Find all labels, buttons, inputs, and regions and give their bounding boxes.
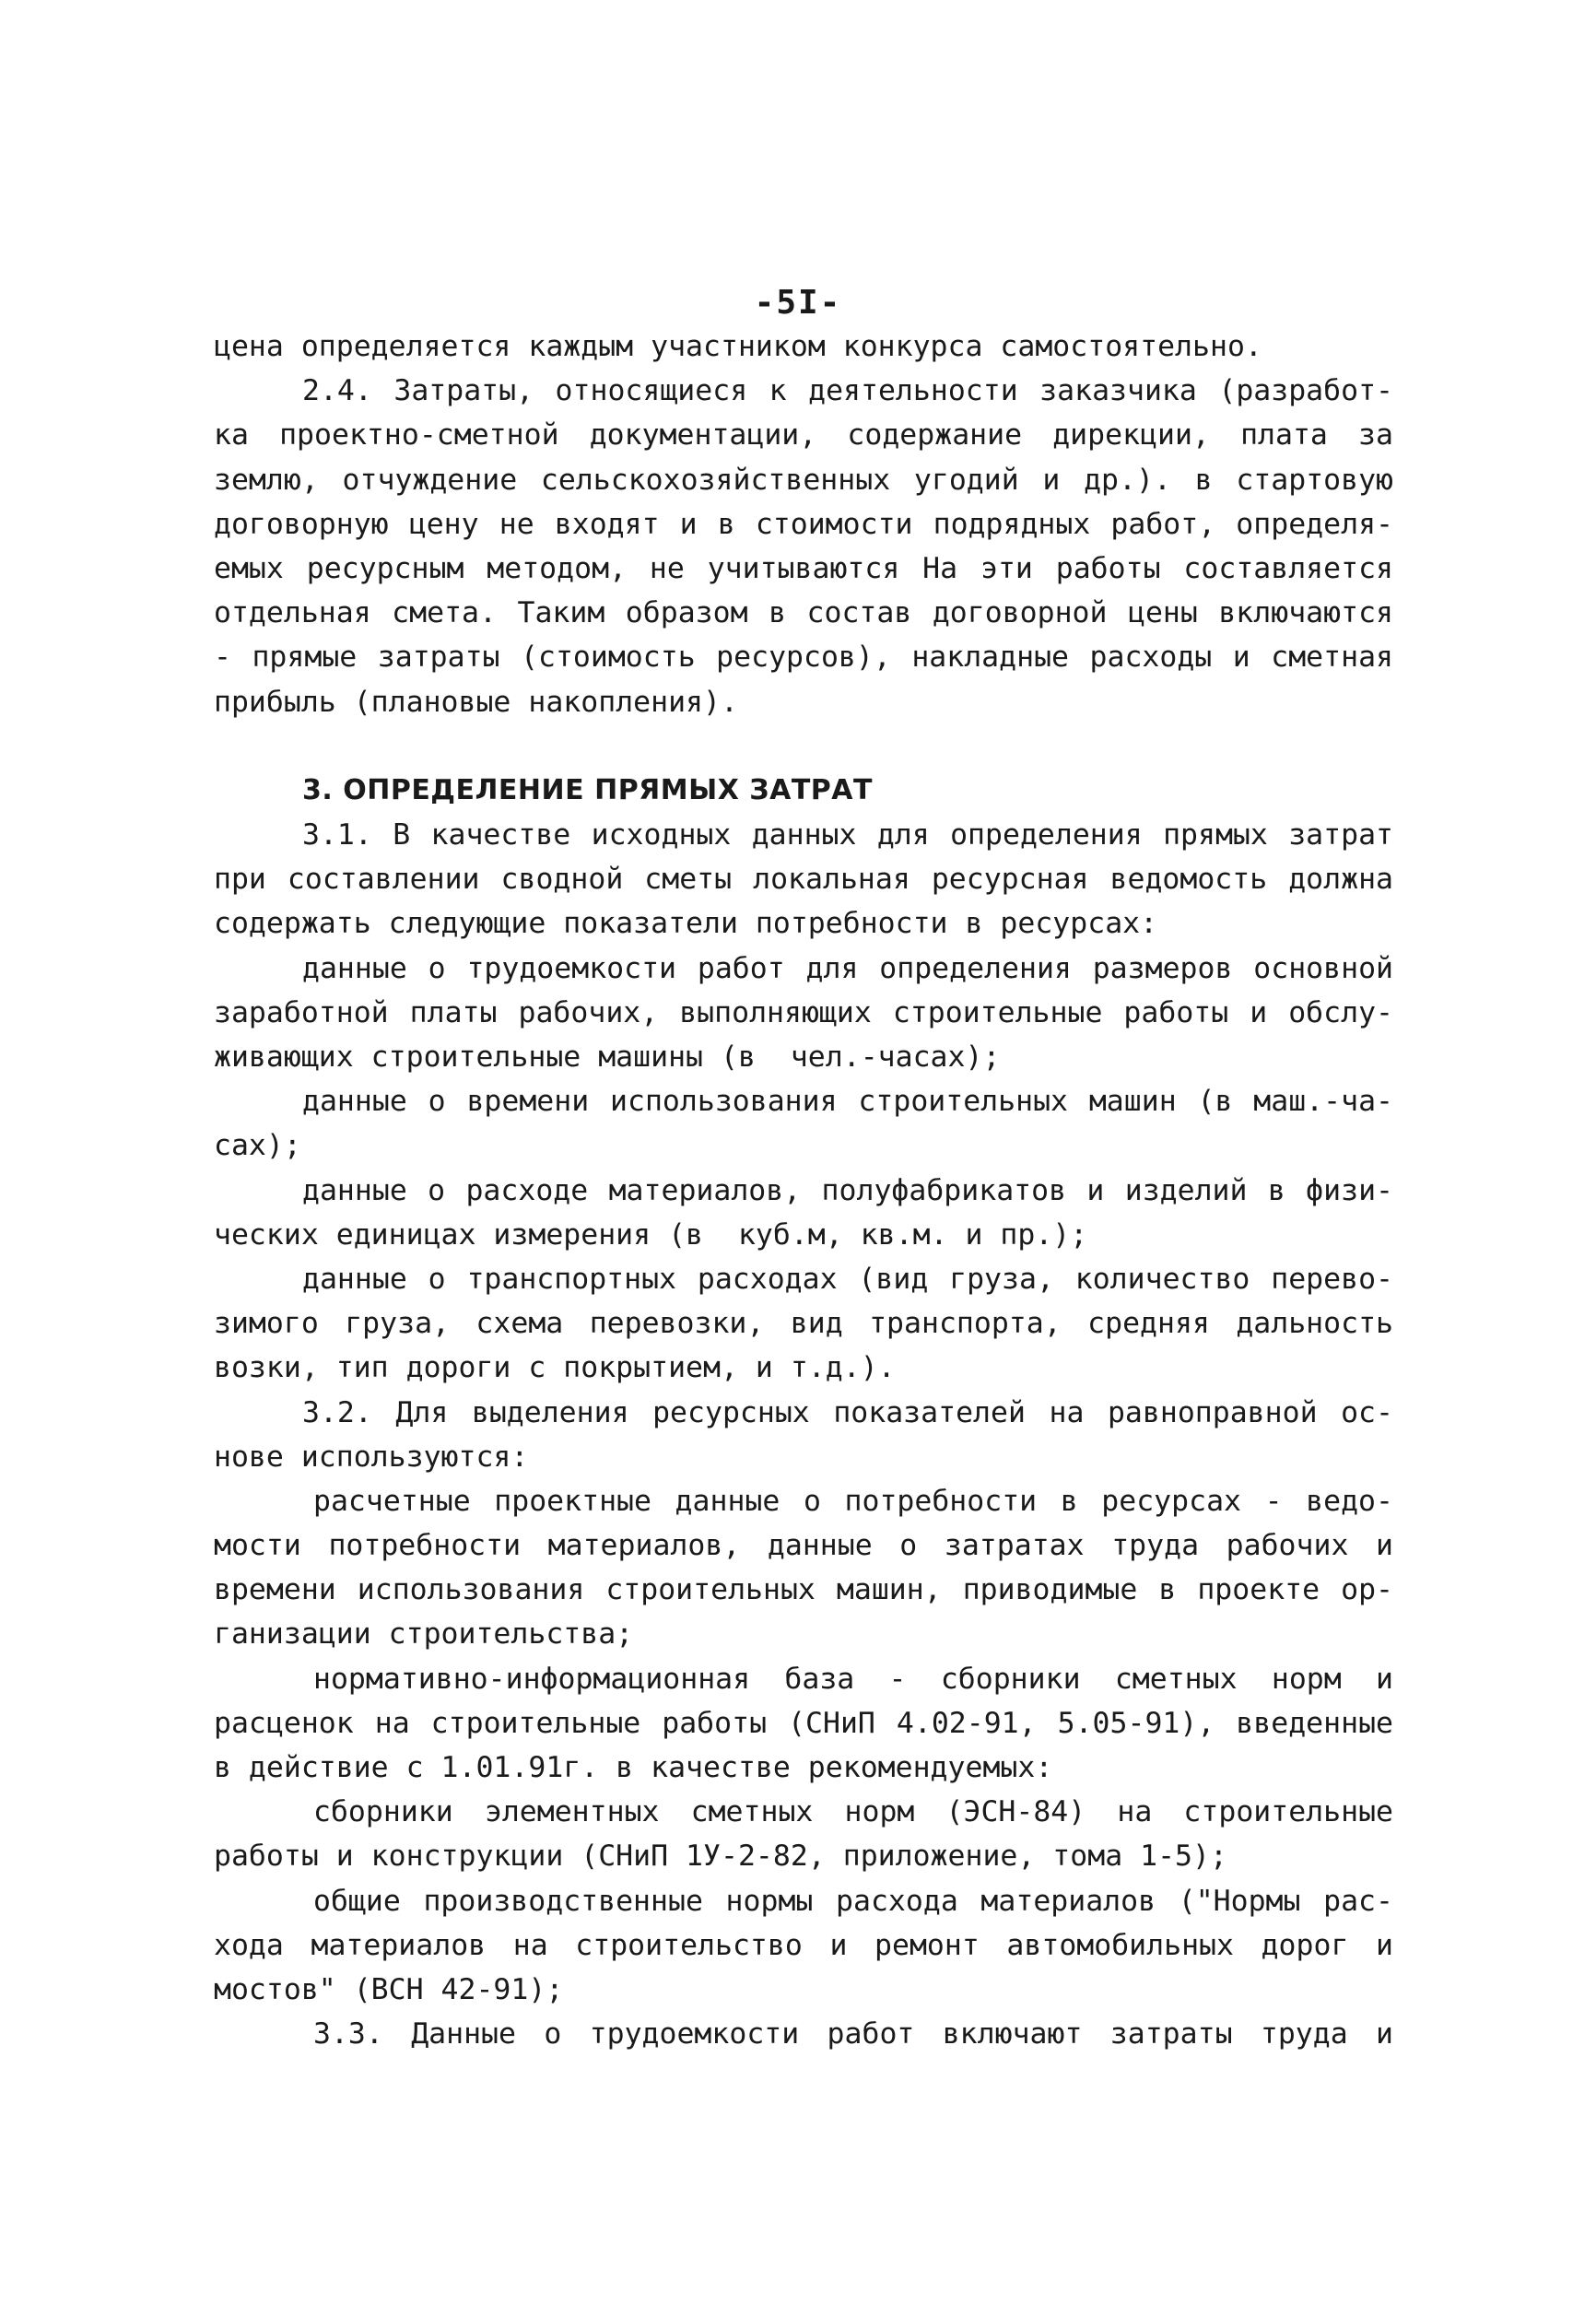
text-line: данные о расходе материалов, полуфабрикатов и изделий в физи- xyxy=(302,1173,1393,1207)
text-line: нове используются: xyxy=(214,1440,529,1474)
text-line: зимого груза, схема перевозки, вид транспорта, средняя дальность xyxy=(214,1307,1393,1341)
text-line: цена определяется каждым участником конкурса самостоятельно. xyxy=(214,330,1262,363)
paragraph-group-2 xyxy=(214,813,1393,2056)
text-line: мостов" (ВСН 42-91); xyxy=(214,1972,564,2006)
text-line: общие производственные нормы расхода материалов ("Нормы рас- xyxy=(313,1884,1393,1918)
text-line: расчетные проектные данные о потребности в ресурсах - ведо- xyxy=(313,1484,1393,1518)
text-line: отдельная смета. Таким образом в состав договорной цены включаются xyxy=(214,596,1393,630)
text-line: 3.1. В качестве исходных данных для определения прямых затрат xyxy=(302,818,1393,852)
text-line: землю, отчуждение сельскохозяйственных угодий и др.). в стартовую xyxy=(214,463,1393,497)
text-line: работы и конструкции (СНиП 1У-2-82, приложение, тома 1-5); xyxy=(214,1840,1227,1874)
text-line: прибыль (плановые накопления). xyxy=(214,685,738,719)
text-line: содержать следующие показатели потребности в ресурсах: xyxy=(214,907,1158,941)
text-line: мости потребности материалов, данные о затратах труда рабочих и xyxy=(214,1529,1393,1563)
text-line: сборники элементных сметных норм (ЭСН-84) на строительные xyxy=(313,1795,1393,1829)
text-line: 3.2. Для выделения ресурсных показателей на равноправной ос- xyxy=(302,1395,1393,1429)
section-heading: 3. ОПРЕДЕЛЕНИЕ ПРЯМЫХ ЗАТРАТ xyxy=(302,773,873,806)
text-line: в действие с 1.01.91г. в качестве рекомендуемых: xyxy=(214,1751,1053,1784)
spacer xyxy=(214,724,1393,769)
text-line: ка проектно-сметной документации, содержание дирекции, плата за xyxy=(214,418,1393,453)
text-line: ческих единицах измерения (в куб.м, кв.м. и пр.); xyxy=(214,1217,1088,1252)
text-line: ганизации строительства; xyxy=(214,1617,634,1652)
text-line: хода материалов на строительство и ремонт автомобильных дорог и xyxy=(214,1928,1393,1962)
text-line: при составлении сводной сметы локальная ресурсная ведомость должна xyxy=(214,863,1393,897)
text-line: нормативно-информационная база - сборники сметных норм и xyxy=(313,1662,1393,1696)
text-line: сах); xyxy=(214,1129,301,1163)
text-line: договорную цену не входят и в стоимости подрядных работ, определя- xyxy=(214,507,1393,541)
text-line: возки, тип дороги с покрытием, и т.д.). xyxy=(214,1351,896,1385)
text-line: живающих строительные машины (в чел.-часах); xyxy=(214,1040,1001,1074)
text-line: 2.4. Затраты, относящиеся к деятельности заказчика (разработ- xyxy=(302,374,1393,408)
text-line: данные о времени использования строительных машин (в маш.-ча- xyxy=(302,1085,1393,1119)
text-line: - прямые затраты (стоимость ресурсов), накладные расходы и сметная xyxy=(214,641,1393,675)
text-line: данные о транспортных расходах (вид груза, количество перево- xyxy=(302,1262,1393,1296)
text-line: данные о трудоемкости работ для определения размеров основной xyxy=(302,951,1393,985)
page-number: -5I- xyxy=(754,284,842,322)
text-line: емых ресурсным методом, не учитываются На эти работы составляется xyxy=(214,551,1393,585)
paragraph-group-1 xyxy=(214,324,1393,724)
text-line: 3.3. Данные о трудоемкости работ включают затраты труда и xyxy=(313,2017,1393,2051)
text-line: расценок на строительные работы (СНиП 4.02-91, 5.05-91), введенные xyxy=(214,1706,1393,1740)
body-text xyxy=(214,324,1393,2056)
text-line: времени использования строительных машин, приводимые в проекте ор- xyxy=(214,1573,1393,1607)
text-line: заработной платы рабочих, выполняющих строительные работы и обслу- xyxy=(214,995,1393,1029)
